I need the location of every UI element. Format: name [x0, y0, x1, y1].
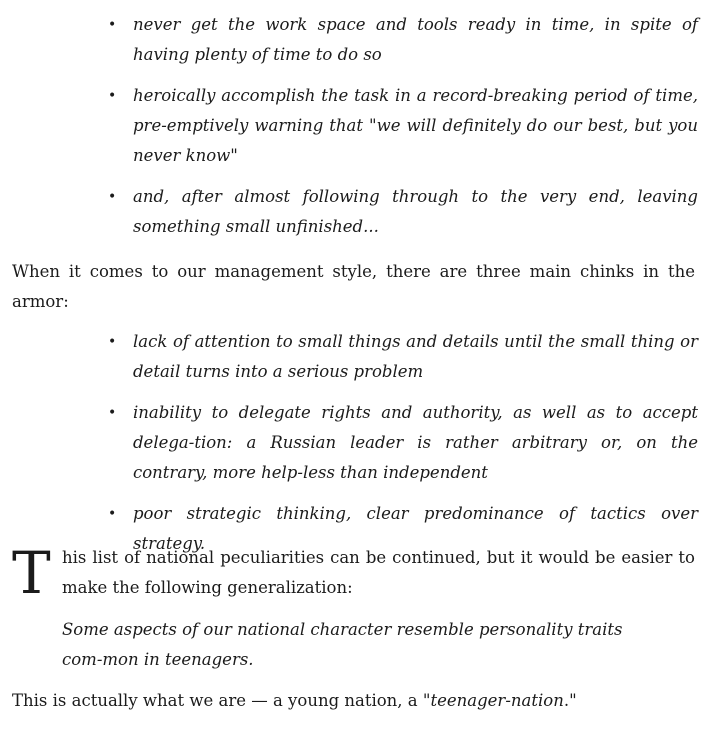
- generalization-paragraph: [12, 539, 695, 607]
- list-item: [108, 327, 698, 387]
- bullet-icon: •: [108, 88, 117, 104]
- list-item: [108, 398, 698, 488]
- bullet-icon: •: [108, 506, 117, 522]
- bullet-icon: •: [108, 334, 117, 350]
- conclusion-emphasis: teenager-nation: [430, 691, 564, 710]
- list-item-text: and, after almost following through to the very end, leaving something small unfinished...: [133, 187, 698, 236]
- list-item-text: lack of attention to small things and details until the small thing or detail turns into a serious problem: [133, 332, 698, 381]
- list-item-text: inability to delegate rights and authority, as well as to accept delega-tion: a Russian leader is rather arbitrary or, on the contrary, more help-less than independent: [133, 403, 698, 482]
- drop-cap-letter: T: [12, 539, 51, 607]
- behavior-bullet-list: [108, 10, 698, 253]
- bullet-icon: •: [108, 405, 117, 421]
- list-item: [108, 182, 698, 242]
- conclusion-text-start: This is actually what we are — a young nation, a ": [12, 691, 431, 710]
- list-item: [108, 10, 698, 70]
- conclusion-text-end: .": [563, 691, 577, 710]
- management-style-paragraph: When it comes to our management style, there are three main chinks in the armor:: [12, 262, 695, 311]
- list-item-text: poor strategic thinking, clear predominance of tactics over strategy.: [133, 504, 698, 553]
- bullet-icon: •: [108, 189, 117, 205]
- bullet-icon: •: [108, 17, 117, 33]
- conclusion-paragraph: [12, 686, 695, 716]
- list-item-text: heroically accomplish the task in a record-breaking period of time, pre-emptively warning that "we will definitely do our best, but you never know": [133, 86, 698, 165]
- list-item: [108, 81, 698, 171]
- management-bullet-list: [108, 327, 698, 570]
- list-item-text: never get the work space and tools ready in time, in spite of having plenty of time to do so: [133, 15, 698, 64]
- teenager-quote: Some aspects of our national character resemble personality traits com-mon in teenagers.: [62, 620, 623, 669]
- generalization-text: his list of national peculiarities can be continued, but it would be easier to make the following generalization:: [62, 548, 695, 597]
